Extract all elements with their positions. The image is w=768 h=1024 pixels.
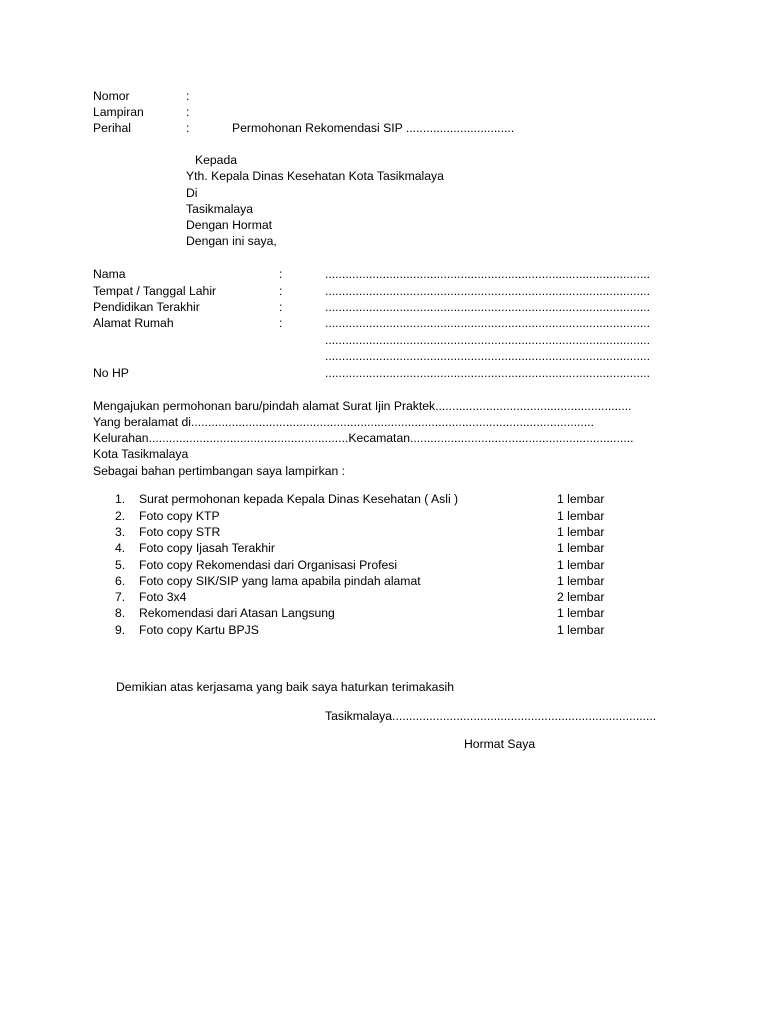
- field-pendidikan-dots: ................................................................................................: [325, 300, 651, 314]
- application-line-4: Kota Tasikmalaya: [93, 447, 189, 461]
- closing-sign: Hormat Saya: [464, 737, 536, 751]
- attachment-text: Foto copy Rekomendasi dari Organisasi Profesi: [139, 558, 398, 572]
- field-nama-dots: ................................................................................................: [325, 267, 651, 281]
- attachment-text: Foto copy KTP: [139, 509, 220, 523]
- lampiran-label: Lampiran: [93, 105, 144, 119]
- attachment-text: Foto copy Ijasah Terakhir: [139, 541, 275, 555]
- attachment-number: 5.: [115, 558, 126, 572]
- lampiran-colon: :: [186, 105, 190, 119]
- application-line-3: Kelurahan...........................................................Kecamatan..................................................................: [93, 431, 634, 445]
- attachment-number: 6.: [115, 574, 126, 588]
- attachment-qty: 1 lembar: [557, 623, 605, 637]
- attachment-number: 4.: [115, 541, 126, 555]
- application-line-5: Sebagai bahan pertimbangan saya lampirkan :: [93, 464, 346, 478]
- attachment-number: 3.: [115, 525, 126, 539]
- recipient-city: Tasikmalaya: [186, 202, 254, 216]
- attachment-qty: 1 lembar: [557, 574, 605, 588]
- attachment-qty: 1 lembar: [557, 492, 605, 506]
- attachment-text: Rekomendasi dari Atasan Langsung: [139, 606, 335, 620]
- field-alamat-dots-2: ................................................................................................: [325, 333, 651, 347]
- closing-thanks: Demikian atas kerjasama yang baik saya haturkan terimakasih: [116, 680, 455, 694]
- attachment-qty: 1 lembar: [557, 525, 605, 539]
- field-nohp-dots: ................................................................................................: [325, 366, 651, 380]
- closing-place: Tasikmalaya..............................................................................: [325, 709, 657, 723]
- perihal-colon: :: [186, 121, 190, 135]
- attachment-qty: 2 lembar: [557, 590, 605, 604]
- attachment-number: 7.: [115, 590, 126, 604]
- field-ttl-colon: :: [279, 284, 283, 298]
- recipient-di: Di: [186, 186, 198, 200]
- attachment-number: 8.: [115, 606, 126, 620]
- field-ttl-dots: ................................................................................................: [325, 284, 651, 298]
- attachment-text: Foto copy Kartu BPJS: [139, 623, 259, 637]
- recipient-yth: Yth. Kepala Dinas Kesehatan Kota Tasikmalaya: [186, 169, 444, 183]
- attachment-text: Foto 3x4: [139, 590, 187, 604]
- application-line-1: Mengajukan permohonan baru/pindah alamat Surat Ijin Praktek..........................................................: [93, 399, 632, 413]
- attachment-text: Foto copy STR: [139, 525, 221, 539]
- perihal-label: Perihal: [93, 121, 131, 135]
- field-alamat-dots: ................................................................................................: [325, 316, 651, 330]
- attachment-qty: 1 lembar: [557, 509, 605, 523]
- field-pendidikan-colon: :: [279, 300, 283, 314]
- field-alamat-dots-3: ................................................................................................: [325, 349, 651, 363]
- attachment-text: Surat permohonan kepada Kepala Dinas Kesehatan ( Asli ): [139, 492, 459, 506]
- nomor-label: Nomor: [93, 89, 130, 103]
- field-ttl-label: Tempat / Tanggal Lahir: [93, 284, 217, 298]
- attachment-number: 9.: [115, 623, 126, 637]
- attachment-number: 2.: [115, 509, 126, 523]
- field-nohp-label: No HP: [93, 366, 129, 380]
- field-nama-colon: :: [279, 267, 283, 281]
- field-nama-label: Nama: [93, 267, 126, 281]
- nomor-colon: :: [186, 89, 190, 103]
- attachment-qty: 1 lembar: [557, 541, 605, 555]
- field-pendidikan-label: Pendidikan Terakhir: [93, 300, 200, 314]
- attachment-text: Foto copy SIK/SIP yang lama apabila pindah alamat: [139, 574, 421, 588]
- attachment-qty: 1 lembar: [557, 558, 605, 572]
- field-alamat-label: Alamat Rumah: [93, 316, 174, 330]
- attachment-qty: 1 lembar: [557, 606, 605, 620]
- kepada-text: Kepada: [195, 153, 238, 167]
- attachment-number: 1.: [115, 492, 126, 506]
- intro-text: Dengan ini saya,: [186, 234, 277, 248]
- application-line-2: Yang beralamat di.......................................................................................................................: [93, 415, 594, 429]
- greeting-text: Dengan Hormat: [186, 218, 273, 232]
- field-alamat-colon: :: [279, 316, 283, 330]
- perihal-value: Permohonan Rekomendasi SIP ................................: [232, 121, 515, 135]
